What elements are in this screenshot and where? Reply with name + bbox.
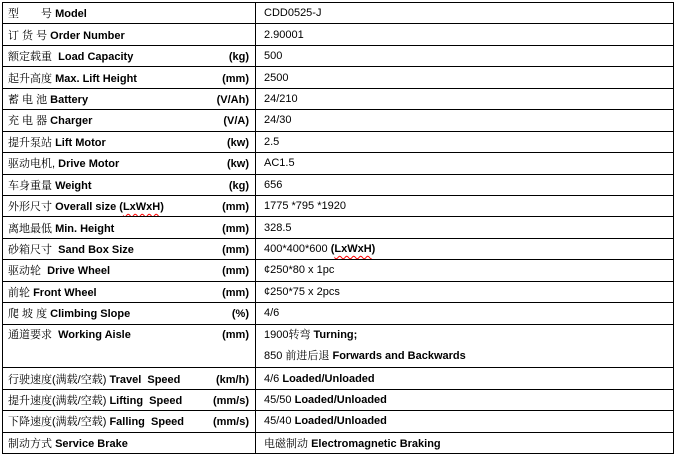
spec-label	[8, 392, 182, 408]
value-part: 2.90001	[264, 28, 304, 41]
value-cell-max-lift-height	[256, 67, 674, 88]
spec-inner	[3, 220, 255, 236]
value-line	[264, 136, 669, 148]
spec-cell-load-capacity	[3, 45, 256, 66]
value-part: Turning;	[313, 328, 358, 341]
table-row-lifting-speed	[3, 389, 674, 410]
spec-label-part: Drive Wheel	[47, 265, 111, 278]
spec-unit: (mm)	[222, 222, 249, 235]
spec-unit: (mm)	[222, 201, 249, 214]
spec-unit: (km/h)	[216, 373, 249, 386]
value-line	[264, 243, 669, 255]
spec-unit: (kg)	[228, 179, 249, 192]
spec-inner	[3, 435, 255, 451]
spec-cell-drive-wheel	[3, 260, 256, 281]
table-row-min-height	[3, 217, 674, 238]
value-cell-charger	[256, 110, 674, 131]
value-cell-travel-speed	[256, 368, 674, 389]
spec-inner	[3, 392, 255, 408]
value-line	[264, 114, 669, 126]
spec-label	[8, 413, 184, 429]
table-row-overall-size	[3, 195, 674, 216]
spec-unit: (mm)	[222, 328, 249, 341]
spec-unit: (V/A)	[223, 115, 249, 128]
value-part: 1775 *795 *1920	[264, 200, 346, 213]
spec-inner	[3, 413, 255, 429]
spec-cell-weight	[3, 174, 256, 195]
value-part: ¢250*75 x 2pcs	[264, 285, 340, 298]
spec-inner	[3, 27, 255, 43]
value-part: 500	[264, 50, 283, 63]
spec-inner	[3, 371, 255, 387]
spec-cell-lift-motor	[3, 131, 256, 152]
table-row-battery	[3, 88, 674, 109]
value-part: Loaded/Unloaded	[294, 415, 387, 428]
spec-cell-service-brake	[3, 432, 256, 453]
value-cell-lift-motor	[256, 131, 674, 152]
value-part: 400*400*600	[264, 243, 331, 256]
value-line	[264, 415, 669, 427]
spec-label	[8, 177, 92, 193]
spec-label-part: 蓄 电 池	[8, 93, 51, 106]
value-cell-weight	[256, 174, 674, 195]
value-part: (	[330, 243, 335, 256]
table-row-front-wheel	[3, 281, 674, 302]
value-part: 45/50	[264, 394, 295, 407]
table-row-drive-motor	[3, 153, 674, 174]
value-line	[264, 307, 669, 319]
value-line	[264, 435, 669, 451]
spec-label-part: Min. Height	[55, 222, 115, 235]
spec-label-part: Lift Motor	[55, 136, 106, 149]
value-line	[264, 373, 669, 385]
spec-label-part: Drive Motor	[58, 158, 120, 171]
value-line	[264, 7, 669, 19]
value-cell-order-number	[256, 24, 674, 45]
spec-label-part: Load Capacity	[58, 51, 134, 64]
value-part: 45/40	[264, 415, 295, 428]
spec-label-part: 驱动电机,	[8, 158, 59, 171]
spec-label-part: 前轮	[8, 286, 34, 299]
spec-cell-order-number	[3, 24, 256, 45]
spec-unit: (kg)	[228, 51, 249, 64]
spec-unit: (mm)	[222, 265, 249, 278]
value-line	[264, 29, 669, 41]
value-cell-falling-speed	[256, 411, 674, 432]
table-row-falling-speed	[3, 411, 674, 432]
spec-inner	[3, 155, 255, 171]
spec-label-part: Max. Lift Height	[55, 72, 137, 85]
spec-inner	[3, 5, 255, 21]
spec-label	[8, 70, 137, 86]
spec-inner	[3, 305, 255, 321]
spec-label-part: 提升速度(满载/空载)	[8, 395, 110, 408]
spec-label-part: (	[119, 201, 123, 214]
table-row-travel-speed	[3, 368, 674, 389]
spec-label	[8, 112, 92, 128]
spec-label	[8, 325, 131, 346]
spec-label	[8, 262, 110, 278]
value-part: 2.5	[264, 135, 280, 148]
spec-unit: (%)	[231, 308, 249, 321]
spec-label	[8, 27, 125, 43]
spec-unit: (mm)	[222, 72, 249, 85]
value-cell-climbing-slope	[256, 303, 674, 324]
spec-cell-lifting-speed	[3, 389, 256, 410]
value-cell-lifting-speed	[256, 389, 674, 410]
spec-inner	[3, 91, 255, 107]
spec-inner	[3, 48, 255, 64]
value-part: 24/30	[264, 114, 292, 127]
spec-inner	[3, 198, 255, 214]
spec-label-part: 额定载重	[8, 51, 59, 64]
spec-label-part: 制动方式	[8, 437, 56, 450]
value-line	[264, 286, 669, 298]
value-line	[264, 200, 669, 212]
table-row-load-capacity	[3, 45, 674, 66]
spec-unit: (V/Ah)	[216, 93, 249, 106]
spec-cell-battery	[3, 88, 256, 109]
spec-label-part: 外形尺寸	[8, 201, 56, 214]
spec-label-part: 起升高度	[8, 72, 56, 85]
spec-cell-charger	[3, 110, 256, 131]
value-cell-model	[256, 3, 674, 24]
spec-label-part: 驱动轮	[8, 265, 48, 278]
spec-label-part: 离地最低	[8, 222, 56, 235]
spec-cell-min-height	[3, 217, 256, 238]
spec-label	[8, 134, 106, 150]
value-cell-working-aisle	[256, 324, 674, 368]
value-cell-overall-size	[256, 195, 674, 216]
spec-cell-sand-box-size	[3, 238, 256, 259]
spec-label-part: 充 电 器	[8, 115, 51, 128]
spec-inner	[3, 134, 255, 150]
spec-cell-travel-speed	[3, 368, 256, 389]
value-cell-drive-motor	[256, 153, 674, 174]
spec-unit: (mm)	[222, 244, 249, 257]
value-part: 850 前进后退	[264, 349, 333, 362]
spec-label	[8, 5, 87, 21]
value-part: 2500	[264, 71, 289, 84]
table-row-max-lift-height	[3, 67, 674, 88]
table-row-charger	[3, 110, 674, 131]
spec-label-part: 爬 坡 度	[8, 308, 51, 321]
spec-label-part: Order Number	[50, 29, 125, 42]
value-line	[264, 157, 669, 169]
value-part: 24/210	[264, 92, 298, 105]
value-part: ¢250*80 x 1pc	[264, 264, 335, 277]
value-part: 4/6	[264, 307, 280, 320]
spec-unit: (mm/s)	[212, 416, 249, 429]
table-row-working-aisle	[3, 324, 674, 368]
spec-cell-drive-motor	[3, 153, 256, 174]
spec-inner	[3, 177, 255, 193]
value-cell-battery	[256, 88, 674, 109]
spec-label-part: 车身重量	[8, 179, 56, 192]
spec-label	[8, 305, 130, 321]
spec-inner	[3, 325, 255, 346]
spec-inner	[3, 70, 255, 86]
spec-unit: (mm/s)	[212, 395, 249, 408]
spec-inner	[3, 112, 255, 128]
value-part: )	[371, 243, 376, 256]
spec-label-part: 砂箱尺寸	[8, 244, 59, 257]
spec-label	[8, 155, 119, 171]
spec-inner	[3, 241, 255, 257]
spec-label-part: Lifting Speed	[109, 395, 183, 408]
spec-table	[2, 2, 674, 454]
spec-cell-working-aisle	[3, 324, 256, 368]
spec-label	[8, 284, 97, 300]
spec-label	[8, 198, 164, 214]
spec-label-part: Service Brake	[55, 437, 128, 450]
value-part: Loaded/Unloaded	[282, 372, 375, 385]
spec-unit: (mm)	[222, 286, 249, 299]
spec-label-part: 通道要求	[8, 328, 59, 341]
spec-label	[8, 220, 114, 236]
spec-unit: (kw)	[227, 136, 249, 149]
table-row-drive-wheel	[3, 260, 674, 281]
spec-cell-overall-size	[3, 195, 256, 216]
spec-label	[8, 91, 88, 107]
spec-cell-model	[3, 3, 256, 24]
value-part: 4/6	[264, 372, 283, 385]
value-line	[264, 325, 669, 346]
value-part: 328.5	[264, 221, 292, 234]
value-part: LxWxH	[334, 243, 372, 256]
spec-label-part: Climbing Slope	[50, 308, 131, 321]
value-line	[264, 93, 669, 105]
spec-label-part: )	[160, 201, 164, 214]
value-cell-service-brake	[256, 432, 674, 453]
spec-label-part: Front Wheel	[33, 286, 97, 299]
spec-label-part: 行驶速度(满载/空载)	[8, 373, 110, 386]
table-row-order-number	[3, 24, 674, 45]
table-row-climbing-slope	[3, 303, 674, 324]
spec-label-part: Charger	[50, 115, 93, 128]
spec-label-part: Sand Box Size	[58, 244, 134, 257]
table-row-service-brake	[3, 432, 674, 453]
value-cell-sand-box-size	[256, 238, 674, 259]
table-row-sand-box-size	[3, 238, 674, 259]
spec-table-body	[3, 3, 674, 454]
spec-label-part: Travel Speed	[109, 373, 181, 386]
value-line	[264, 264, 669, 276]
table-row-lift-motor	[3, 131, 674, 152]
spec-cell-falling-speed	[3, 411, 256, 432]
value-part: Forwards and Backwards	[332, 349, 466, 362]
value-cell-front-wheel	[256, 281, 674, 302]
value-part: 电磁制动	[264, 437, 312, 450]
value-part: Electromagnetic Braking	[311, 437, 441, 450]
spec-cell-front-wheel	[3, 281, 256, 302]
value-line	[264, 222, 669, 234]
spec-label-part: 订 货 号	[8, 29, 51, 42]
value-line	[264, 394, 669, 406]
spec-label	[8, 48, 133, 64]
value-part: 656	[264, 178, 283, 191]
spec-label-part: Battery	[50, 93, 89, 106]
spec-inner	[3, 284, 255, 300]
value-part: CDD0525-J	[264, 7, 322, 20]
spec-cell-max-lift-height	[3, 67, 256, 88]
table-row-model	[3, 3, 674, 24]
value-cell-load-capacity	[256, 45, 674, 66]
value-line	[264, 72, 669, 84]
spec-label	[8, 371, 180, 387]
spec-label-part: 提升泵站	[8, 136, 56, 149]
value-line	[264, 50, 669, 62]
table-row-weight	[3, 174, 674, 195]
value-cell-min-height	[256, 217, 674, 238]
spec-cell-climbing-slope	[3, 303, 256, 324]
spec-label-part: LxWxH	[122, 201, 161, 214]
value-line	[264, 179, 669, 191]
value-part: AC1.5	[264, 157, 295, 170]
spec-label-part: Model	[55, 8, 87, 21]
value-cell-drive-wheel	[256, 260, 674, 281]
spec-label	[8, 241, 134, 257]
spec-label-part: Weight	[55, 179, 92, 192]
spec-label-part: Falling Speed	[109, 416, 185, 429]
spec-label-part: 型 号	[8, 8, 56, 21]
spec-label	[8, 435, 128, 451]
spec-inner	[3, 262, 255, 278]
spec-label-part: Overall size	[55, 201, 120, 214]
value-line	[264, 346, 669, 367]
spec-label-part: 下降速度(满载/空载)	[8, 416, 110, 429]
spec-label-part: Working Aisle	[58, 328, 131, 341]
value-part: 1900转弯	[264, 328, 314, 341]
value-part: Loaded/Unloaded	[294, 394, 387, 407]
spec-unit: (kw)	[227, 158, 249, 171]
